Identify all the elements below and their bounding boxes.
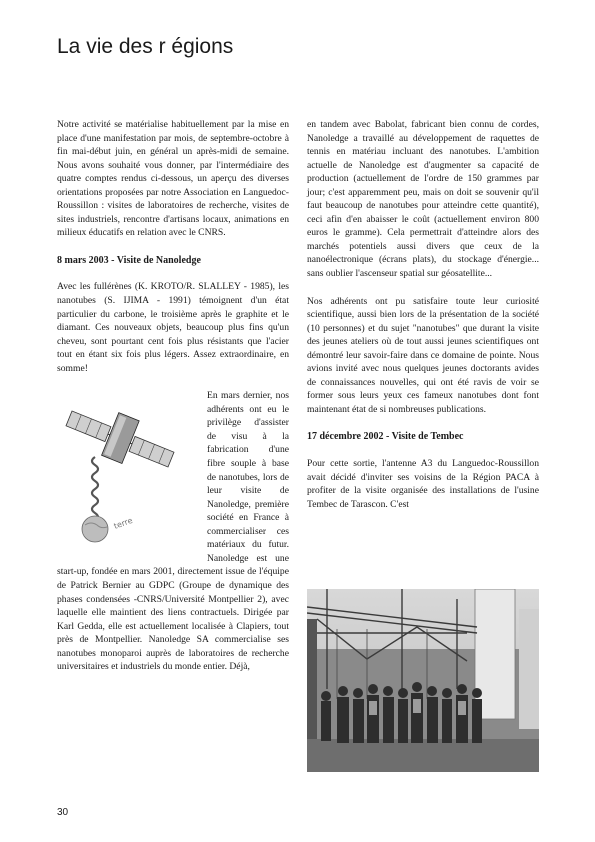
- left-column: [57, 118, 289, 688]
- satellite-icon: [61, 396, 180, 480]
- page-number: 30: [57, 807, 69, 818]
- intro-paragraph: Notre activité se matérialise habituellement par la mise en place d'une manifestation par mois, de septembre-octobre à fin mai-début juin, en général un après-midi de semaine. Nous avons souhaité vous donner, par l'intermédiaire des quatre comptes rendus ci-dessous, un aperçu des diverses orientations proposées par notre Association en Languedoc-Roussillon : visites de laboratoires de recherche, visites de sites industriels, rencontre d'artisans locaux, animations en milieux éducatifs en relation avec le CNRS.: [57, 119, 289, 239]
- space-elevator-illustration: [55, 389, 203, 555]
- page-title: La vie des r égions: [57, 35, 234, 58]
- nanotubes-paragraph: Avec les fullérènes (K. KROTO/R. SLALLEY - 1985), les nanotubes (S. IJIMA - 1991) témoignent d'un état particulier du carbone, le troisième après le graphite et le diamant. Ces nouveaux objets, beaucoup plus fins qu'un cheveu, sont pourtant cent fois plus résistants que l'acier tout en étant six fois plus légers. Assez extraordinaire, en somme!: [57, 281, 289, 374]
- right-column: [307, 118, 539, 525]
- group-photo: [307, 589, 539, 772]
- members-paragraph: Nos adhérents ont pu satisfaire toute leur curiosité scientifique, aussi bien lors de la présentation de la société (10 personnes) et du sujet "nanotubes" que durant la visite des jeunes ateliers où de tout aussi jeunes scientifiques ont démontré leur savoir-faire dans ce domaine de pointe. Nous avions invité avec nous quelques jeunes doctorants avides de connaissances nouvelles, qui ont été ravis de voir se former sous leurs yeux ces fameux nanotubes dont font maintenant état de si nombreuses publications.: [307, 295, 539, 415]
- tembec-paragraph: Pour cette sortie, l'antenne A3 du Languedoc-Roussillon avait décidé d'inviter ses voisins de la Région PACA à profiter de la visite organisée des installations de l'usine Tembec de Tarascon. C'est: [307, 458, 539, 510]
- space-elevator-drawing: [55, 389, 203, 555]
- section-heading-tembec: 17 décembre 2002 - Visite de Tembec: [307, 431, 464, 443]
- earth-label: terre: [112, 516, 134, 532]
- section-heading-nanoledge: 8 mars 2003 - Visite de Nanoledge: [57, 254, 201, 266]
- earth-icon: [82, 516, 108, 542]
- visit-paragraph: En mars dernier, nos adhérents ont eu le privilège d'assister de visu à la fabrication d'une fibre souple à base de nanotubes, lors de leur visite de Nanoledge, première société en France à commercialiser ces matériaux du futur. Nanoledge est une start-up, fondée en mars 2001, directement issue de l'équipe de Patrick Bernier au GDPC (Groupe de dynamique des phases condensées -CNRS/Université Montpellier 2), avec laquelle elle maintient des liens contractuels. Dirigée par Karl Gedda, elle est actuellement localisée à Clapiers, tout près de Montpellier. Nanoledge SA commercialise ses nanotubes monoparoi auprès de laboratoires de recherche universitaires et industriels du monde entier. Déjà,: [57, 390, 289, 673]
- babolat-paragraph: en tandem avec Babolat, fabricant bien connu de cordes, Nanoledge a travaillé au développement de raquettes de tennis en matériau incluant des nanotubes. L'ambition actuelle de Nanoledge est d'augmenter sa capacité de production (actuellement de l'ordre de 150 grammes par jour; c'est apparemment peu, mais on doit se souvenir qu'il faut beaucoup de nanotubes pour atteindre cette quantité), ceci afin d'en abaisser le coût (actuellement environ 800 euros le gramme). Cela permettrait d'atteindre alors des marchés potentiels aussi divers que ceux de la nanoélectronique (écrans plats), du stockage d'énergie... sans oublier l'ascenseur spatial sur géosatellite...: [307, 119, 539, 280]
